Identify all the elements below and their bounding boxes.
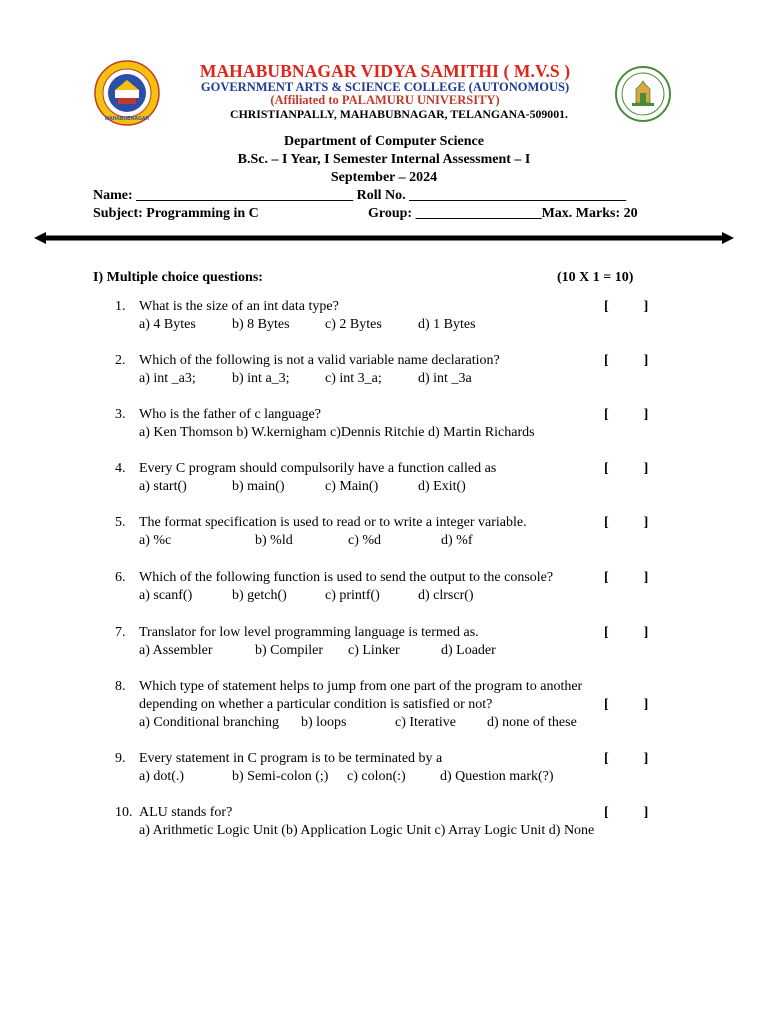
option-d: d) Loader <box>441 643 496 658</box>
question-text: Every C program should compulsorily have a function called as <box>139 461 497 476</box>
answer-bracket: [ ] <box>604 353 649 368</box>
option-all: a) Ken Thomson b) W.kernigham c)Dennis Ritchie d) Martin Richards <box>139 425 535 440</box>
option-a: a) 4 Bytes <box>139 317 196 332</box>
question-text: Translator for low level programming language is termed as. <box>139 625 479 640</box>
section-marks: (10 X 1 = 10) <box>557 270 634 285</box>
question-number: 8. <box>115 679 126 694</box>
answer-bracket: [ ] <box>604 461 649 476</box>
question-number: 6. <box>115 570 126 585</box>
question-text-line2: depending on whether a particular condition is satisfied or not? <box>139 697 493 712</box>
question-number: 4. <box>115 461 126 476</box>
exam-month: September – 2024 <box>330 170 438 185</box>
option-c: c) Main() <box>325 479 379 494</box>
college-name: GOVERNMENT ARTS & SCIENCE COLLEGE (AUTONOMOUS) <box>200 80 570 94</box>
option-d: d) 1 Bytes <box>418 317 476 332</box>
section-title: I) Multiple choice questions: <box>93 270 263 285</box>
question-text: Which of the following is not a valid variable name declaration? <box>139 353 500 368</box>
option-b: b) loops <box>301 715 347 730</box>
option-a: a) start() <box>139 479 187 494</box>
question-text: Who is the father of c language? <box>139 407 321 422</box>
option-b: b) Compiler <box>255 643 324 658</box>
question-number: 1. <box>115 299 126 314</box>
question-text: What is the size of an int data type? <box>139 299 339 314</box>
divider-arrow-line <box>34 232 734 244</box>
question-text: Every statement in C program is to be terminated by a <box>139 751 443 766</box>
svg-text:MAHABUBNAGAR: MAHABUBNAGAR <box>104 116 150 122</box>
college-seal-logo <box>93 60 161 126</box>
name-roll-line: Name: _______________________________ Roll No. _______________________________ <box>93 188 627 203</box>
question-number: 7. <box>115 625 126 640</box>
option-d: d) int _3a <box>418 371 472 386</box>
option-all: a) Arithmetic Logic Unit (b) Application Logic Unit c) Array Logic Unit d) None <box>139 823 595 838</box>
option-b: b) int a_3; <box>232 371 290 386</box>
option-c: c) Iterative <box>395 715 457 730</box>
answer-bracket: [ ] <box>604 515 649 530</box>
answer-bracket: [ ] <box>604 299 649 314</box>
telangana-emblem-logo <box>614 65 672 123</box>
option-b: b) %ld <box>255 533 293 548</box>
option-c: c) %d <box>348 533 382 548</box>
option-a: a) Assembler <box>139 643 213 658</box>
option-b: b) getch() <box>232 588 287 603</box>
question-text: ALU stands for? <box>139 805 233 820</box>
question-text: Which type of statement helps to jump from one part of the program to another <box>139 679 583 694</box>
group-marks-line: Group: __________________Max. Marks: 20 <box>368 206 638 221</box>
answer-bracket: [ ] <box>604 697 649 712</box>
option-d: d) Question mark(?) <box>440 769 554 784</box>
option-c: c) 2 Bytes <box>325 317 382 332</box>
answer-bracket: [ ] <box>604 570 649 585</box>
option-b: b) Semi-colon (;) <box>232 769 329 784</box>
option-a: a) int _a3; <box>139 371 196 386</box>
department-title: Department of Computer Science <box>284 134 484 149</box>
question-number: 2. <box>115 353 126 368</box>
question-number: 10. <box>115 805 133 820</box>
society-name: MAHABUBNAGAR VIDYA SAMITHI ( M.V.S ) <box>199 61 571 81</box>
option-b: b) 8 Bytes <box>232 317 290 332</box>
option-d: d) %f <box>441 533 473 548</box>
answer-bracket: [ ] <box>604 805 649 820</box>
question-text: Which of the following function is used to send the output to the console? <box>139 570 554 585</box>
option-b: b) main() <box>232 479 285 494</box>
college-address: CHRISTIANPALLY, MAHABUBNAGAR, TELANGANA-509001. <box>230 107 568 121</box>
course-title: B.Sc. – I Year, I Semester Internal Assessment – I <box>237 152 531 167</box>
answer-bracket: [ ] <box>604 407 649 422</box>
option-c: c) Linker <box>348 643 400 658</box>
question-number: 9. <box>115 751 126 766</box>
question-number: 5. <box>115 515 126 530</box>
option-c: c) printf() <box>325 588 380 603</box>
option-a: a) %c <box>139 533 172 548</box>
option-a: a) Conditional branching <box>139 715 279 730</box>
option-d: d) Exit() <box>418 479 466 494</box>
answer-bracket: [ ] <box>604 751 649 766</box>
question-text: The format specification is used to read or to write a integer variable. <box>139 515 527 530</box>
option-a: a) dot(.) <box>139 769 185 784</box>
subject-line: Subject: Programming in C <box>93 206 259 221</box>
section-heading <box>93 270 673 286</box>
affiliation: (Affiliated to PALAMURU UNIVERSITY) <box>270 93 500 107</box>
college-header <box>170 62 600 122</box>
option-c: c) colon(:) <box>347 769 406 784</box>
option-c: c) int 3_a; <box>325 371 382 386</box>
option-d: d) clrscr() <box>418 588 474 603</box>
option-a: a) scanf() <box>139 588 193 603</box>
answer-bracket: [ ] <box>604 625 649 640</box>
question-number: 3. <box>115 407 126 422</box>
option-d: d) none of these <box>487 715 577 730</box>
